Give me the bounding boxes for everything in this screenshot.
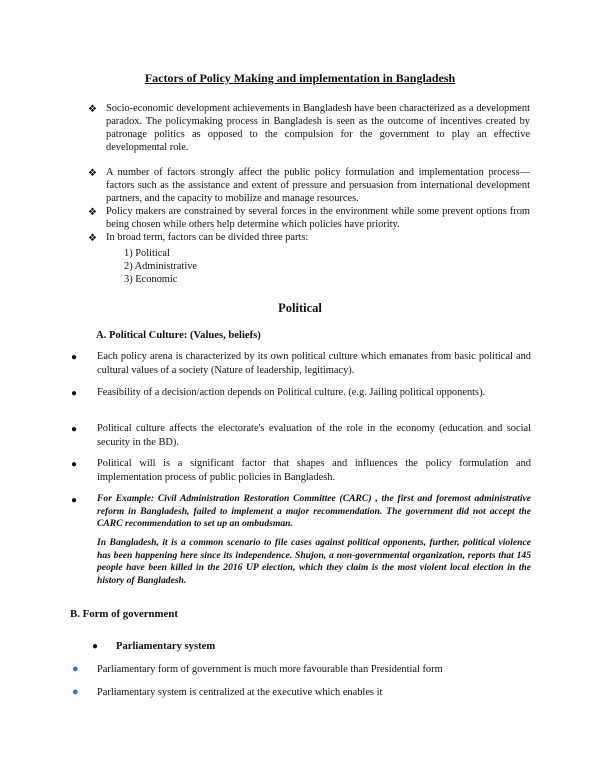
blue-bullet-icon: ● xyxy=(72,686,79,698)
intro-point: Policy makers are constrained by several forces in the environment while some prevent options from being chosen while others help determine which policies have priority. xyxy=(106,206,530,230)
political-point: Feasibility of a decision/action depends on Political culture. (e.g. Jailing political opponents). xyxy=(97,387,486,398)
factor-list-item: 2) Administrative xyxy=(124,261,198,272)
round-bullet-icon: ● xyxy=(71,352,78,363)
round-bullet-icon: ● xyxy=(92,641,99,652)
round-bullet-icon: ● xyxy=(71,424,78,435)
intro-point: A number of factors strongly affect the public policy formulation and implementation process—factors such as the assistance and extent of pressure and persuasion from international development partners, and the capacity to mobilize and manage resources. xyxy=(106,167,530,204)
subsection-heading-parliamentary: Parliamentary system xyxy=(116,641,216,652)
diamond-bullet-icon: ❖ xyxy=(88,233,97,244)
blue-bullet-icon: ● xyxy=(72,663,79,675)
section-heading-political: Political xyxy=(278,301,322,315)
document-title: Factors of Policy Making and implementation in Bangladesh xyxy=(144,71,456,85)
subsection-heading-political-culture: A. Political Culture: (Values, beliefs) xyxy=(96,330,261,341)
factor-list-item: 1) Political xyxy=(124,248,170,259)
round-bullet-icon: ● xyxy=(71,459,78,470)
political-point: Each policy arena is characterized by its own political culture which emanates from basic political and cultural values of a society (Nature of leadership, legitimacy). xyxy=(97,351,531,376)
example-paragraph: For Example: Civil Administration Restoration Committee (CARC) , the first and foremost administrative reform in Bangladesh, failed to implement a major recommendation. The government did not accept the CARC recommendation to set up an ombudsman. xyxy=(97,493,531,530)
diamond-bullet-icon: ❖ xyxy=(88,207,97,218)
diamond-bullet-icon: ❖ xyxy=(88,104,97,115)
factor-list-item: 3) Economic xyxy=(124,274,178,285)
intro-point: In broad term, factors can be divided three parts: xyxy=(106,232,309,243)
example-paragraph: In Bangladesh, it is a common scenario to file cases against political opponents, further, political violence has been happening here since its independence. Shujon, a non-governmental organization, reports that 145 people have been killed in the 2016 UP election, which they claim is the most violent local election in the history of Bangladesh. xyxy=(97,537,531,586)
intro-point: Socio-economic development achievements in Bangladesh have been characterized as a development paradox. The policymaking process in Bangladesh is seen as the outcome of incentives created by patronage politics as opposed to the compulsion for the government to play an effective developmental role. xyxy=(106,103,530,153)
political-point: Political culture affects the electorate's evaluation of the role in the economy (education and social security in the BD). xyxy=(97,423,531,448)
section-heading-form-of-government: B. Form of government xyxy=(70,608,178,620)
form-point: Parliamentary system is centralized at the executive which enables it xyxy=(97,687,383,698)
political-point: Political will is a significant factor that shapes and influences the policy formulation and implementation process of public policies in Bangladesh. xyxy=(97,458,531,483)
round-bullet-icon: ● xyxy=(71,388,78,399)
form-point: Parliamentary form of government is much more favourable than Presidential form xyxy=(97,664,443,675)
round-bullet-icon: ● xyxy=(71,495,78,506)
diamond-bullet-icon: ❖ xyxy=(88,168,97,179)
